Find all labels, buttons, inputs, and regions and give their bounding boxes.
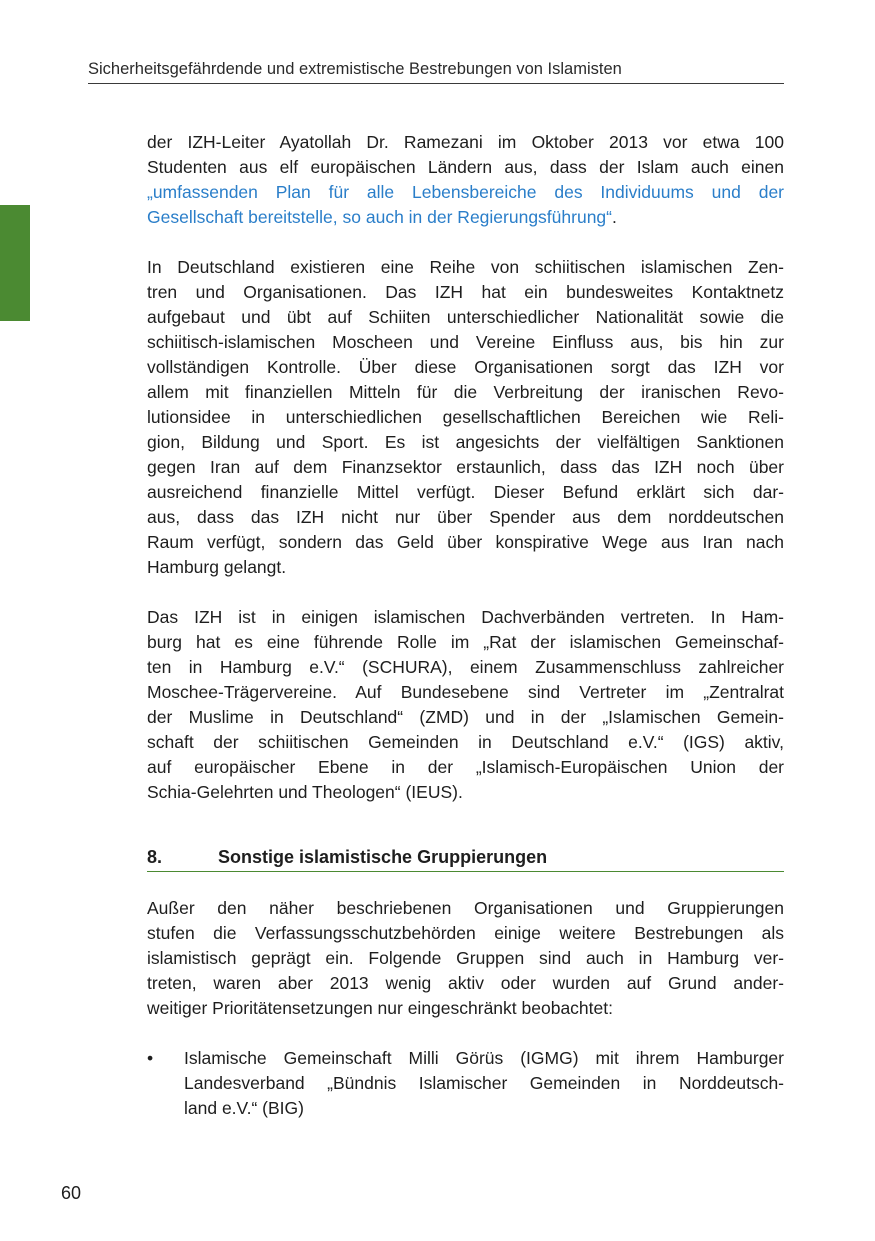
text-line: schaft der schiitischen Gemeinden in Deutschland e.V.“ (IGS) aktiv, [147, 732, 784, 752]
text-line: auf europäischer Ebene in der „Islamisch-Europäischen Union der [147, 757, 784, 777]
section-heading [147, 845, 784, 872]
section-number: 8. [147, 847, 163, 867]
text-line: Außer den näher beschriebenen Organisationen und Gruppierungen [147, 898, 784, 918]
text-line: stufen die Verfassungsschutzbehörden einige weitere Bestrebungen als [147, 923, 784, 943]
text-line: ausreichend finanzielle Mittel verfügt. Dieser Befund erklärt sich dar- [147, 482, 784, 502]
text-line: gegen Iran auf dem Finanzsektor erstaunlich, dass das IZH noch über [147, 457, 784, 477]
text-line: Das IZH ist in einigen islamischen Dachverbänden vertreten. In Ham- [147, 607, 784, 627]
text-line: tren und Organisationen. Das IZH hat ein bundesweites Kontaktnetz [147, 282, 784, 302]
text-line: aufgebaut und übt auf Schiiten unterschiedlicher Nationalität sowie die [147, 307, 784, 327]
text-line: Studenten aus elf europäischen Ländern aus, dass der Islam auch einen [147, 157, 784, 177]
text-line: lutionsidee in unterschiedlichen gesellschaftlichen Bereichen wie Reli- [147, 407, 784, 427]
list-item [147, 1046, 784, 1121]
text-line: der IZH-Leiter Ayatollah Dr. Ramezani im Oktober 2013 vor etwa 100 [147, 132, 784, 152]
section-title: Sonstige islamistische Gruppierungen [218, 847, 548, 867]
text-line: Landesverband „Bündnis Islamischer Gemeinden in Norddeutsch- [184, 1073, 784, 1093]
text-line: vollständigen Kontrolle. Über diese Organisationen sorgt das IZH vor [147, 357, 784, 377]
quote-line: „umfassenden Plan für alle Lebensbereiche des Individuums und der [147, 182, 784, 202]
text-line: Hamburg gelangt. [147, 557, 287, 577]
text-line: allem mit finanziellen Mitteln für die Verbreitung der iranischen Revo- [147, 382, 784, 402]
page-number: 60 [61, 1183, 82, 1203]
paragraph-umbrella-organizations [147, 605, 784, 805]
sentence-period: . [611, 207, 617, 227]
page-body [147, 130, 784, 1121]
text-line: land e.V.“ (BIG) [184, 1098, 304, 1118]
text-line: schiitisch-islamischen Moscheen und Vereine Einfluss aus, bis hin zur [147, 332, 784, 352]
quote-line-end [147, 205, 784, 230]
text-line: ten in Hamburg e.V.“ (SCHURA), einem Zusammenschluss zahlreicher [147, 657, 784, 677]
bullet-point: • [147, 1048, 154, 1068]
text-line: treten, waren aber 2013 wenig aktiv oder wurden auf Grund ander- [147, 973, 784, 993]
quote-text: Gesellschaft bereitstelle, so auch in der Regierungsführung“ [147, 207, 612, 227]
text-line: weitiger Prioritätensetzungen nur eingeschränkt beobachtet: [147, 998, 613, 1018]
paragraph-other-groups [147, 896, 784, 1021]
text-line: Schia-Gelehrten und Theologen“ (IEUS). [147, 782, 463, 802]
paragraph-izh-leader-quote [147, 130, 784, 230]
text-line: Islamische Gemeinschaft Milli Görüs (IGMG) mit ihrem Hamburger [184, 1048, 784, 1068]
text-line: aus, dass das IZH nicht nur über Spender aus dem norddeutschen [147, 507, 784, 527]
text-line: der Muslime in Deutschland“ (ZMD) und in der „Islamischen Gemein- [147, 707, 784, 727]
paragraph-shiite-centers [147, 255, 784, 580]
chapter-side-tab [0, 205, 30, 321]
running-header-title: Sicherheitsgefährdende und extremistische Bestrebungen von Islamisten [88, 57, 784, 84]
text-line: Raum verfügt, sondern das Geld über konspirative Wege aus Iran nach [147, 532, 784, 552]
text-line: islamistisch geprägt ein. Folgende Gruppen sind auch in Hamburg ver- [147, 948, 784, 968]
text-line: burg hat es eine führende Rolle im „Rat der islamischen Gemeinschaf- [147, 632, 784, 652]
text-line: Moschee-Trägervereine. Auf Bundesebene sind Vertreter im „Zentralrat [147, 682, 784, 702]
text-line: In Deutschland existieren eine Reihe von schiitischen islamischen Zen- [147, 257, 784, 277]
text-line: gion, Bildung und Sport. Es ist angesichts der vielfältigen Sanktionen [147, 432, 784, 452]
